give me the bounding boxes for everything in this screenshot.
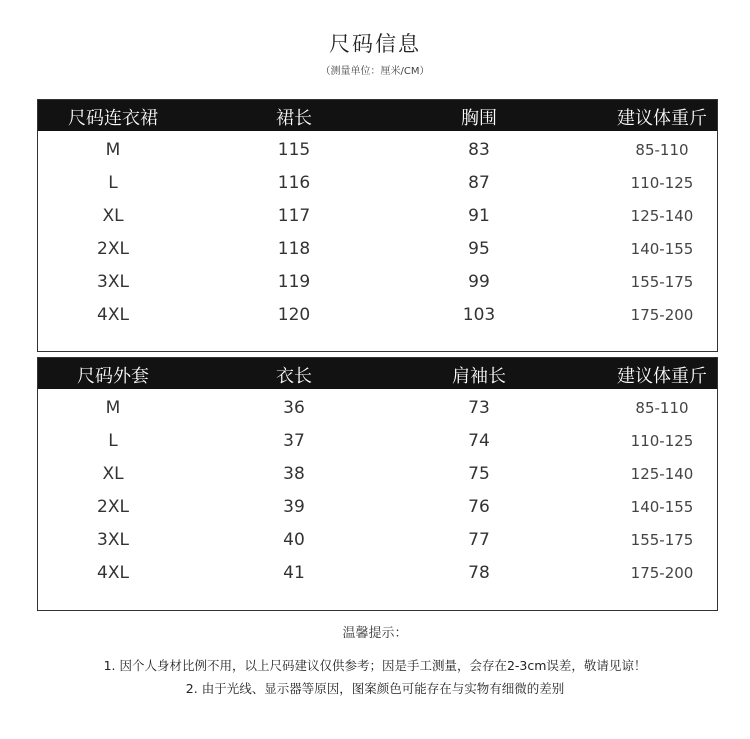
- sleeve-cell: 73: [468, 398, 490, 418]
- size-cell: XL: [102, 206, 124, 226]
- length-cell: 120: [277, 305, 311, 325]
- size-cell: 4XL: [97, 563, 129, 583]
- length-cell: 117: [277, 206, 311, 226]
- weight-cell: 85-110: [635, 141, 689, 159]
- tip-item: 2. 由于光线、显示器等原因，图案颜色可能存在与实物有细微的差别: [185, 681, 565, 696]
- size-cell: 4XL: [97, 305, 129, 325]
- bust-cell: 91: [468, 206, 490, 226]
- bust-cell: 99: [468, 272, 490, 292]
- table-row: [38, 425, 717, 458]
- table-row: [38, 200, 717, 233]
- size-cell: M: [105, 398, 121, 418]
- bust-cell: 83: [468, 140, 490, 160]
- size-cell: 2XL: [97, 497, 129, 517]
- coat-table-header: [38, 358, 717, 389]
- weight-cell: 155-175: [630, 531, 694, 549]
- tips-title: 温馨提示：: [342, 626, 408, 641]
- measurement-unit-note: （测量单位：厘米/CM）: [320, 66, 430, 77]
- header-size: 尺码连衣裙: [68, 108, 158, 129]
- length-cell: 118: [277, 239, 311, 259]
- sleeve-cell: 74: [468, 431, 490, 451]
- table-row: [38, 491, 717, 524]
- bust-cell: 95: [468, 239, 490, 259]
- length-cell: 37: [283, 431, 305, 451]
- length-cell: 38: [283, 464, 305, 484]
- header-size: 尺码外套: [77, 366, 149, 387]
- weight-cell: 125-140: [630, 207, 694, 225]
- table-row: [38, 134, 717, 167]
- weight-cell: 175-200: [630, 564, 694, 582]
- weight-cell: 140-155: [630, 240, 694, 258]
- size-cell: 2XL: [97, 239, 129, 259]
- weight-cell: 110-125: [630, 174, 694, 192]
- weight-cell: 110-125: [630, 432, 694, 450]
- page-title: 尺码信息: [329, 32, 421, 56]
- length-cell: 40: [283, 530, 305, 550]
- table-row: [38, 458, 717, 491]
- header-coat-length: 衣长: [276, 366, 312, 387]
- coat-size-table: [37, 357, 718, 611]
- table-row: [38, 524, 717, 557]
- length-cell: 41: [283, 563, 305, 583]
- size-cell: 3XL: [97, 272, 129, 292]
- header-weight: 建议体重斤: [617, 366, 707, 387]
- length-cell: 36: [283, 398, 305, 418]
- header-shoulder-sleeve: 肩袖长: [452, 366, 506, 387]
- header-weight: 建议体重斤: [617, 108, 707, 129]
- size-cell: 3XL: [97, 530, 129, 550]
- sleeve-cell: 75: [468, 464, 490, 484]
- table-row: [38, 266, 717, 299]
- tip-item: 1. 因个人身材比例不用，以上尺码建议仅供参考；因是手工测量，会存在2-3cm误差，敬请见谅！: [103, 658, 647, 673]
- weight-cell: 140-155: [630, 498, 694, 516]
- table-row: [38, 233, 717, 266]
- length-cell: 115: [277, 140, 311, 160]
- table-row: [38, 167, 717, 200]
- weight-cell: 175-200: [630, 306, 694, 324]
- weight-cell: 85-110: [635, 399, 689, 417]
- table-row: [38, 299, 717, 332]
- header-bust: 胸围: [461, 108, 497, 129]
- dress-size-table: [37, 99, 718, 352]
- table-row: [38, 557, 717, 590]
- sleeve-cell: 78: [468, 563, 490, 583]
- header-dress-length: 裙长: [276, 108, 312, 129]
- size-cell: M: [105, 140, 121, 160]
- length-cell: 119: [277, 272, 311, 292]
- weight-cell: 125-140: [630, 465, 694, 483]
- bust-cell: 87: [468, 173, 490, 193]
- sleeve-cell: 76: [468, 497, 490, 517]
- size-cell: L: [108, 173, 118, 193]
- table-row: [38, 392, 717, 425]
- size-cell: XL: [102, 464, 124, 484]
- bust-cell: 103: [462, 305, 496, 325]
- sleeve-cell: 77: [468, 530, 490, 550]
- length-cell: 39: [283, 497, 305, 517]
- size-cell: L: [108, 431, 118, 451]
- weight-cell: 155-175: [630, 273, 694, 291]
- length-cell: 116: [277, 173, 311, 193]
- dress-table-header: [38, 100, 717, 131]
